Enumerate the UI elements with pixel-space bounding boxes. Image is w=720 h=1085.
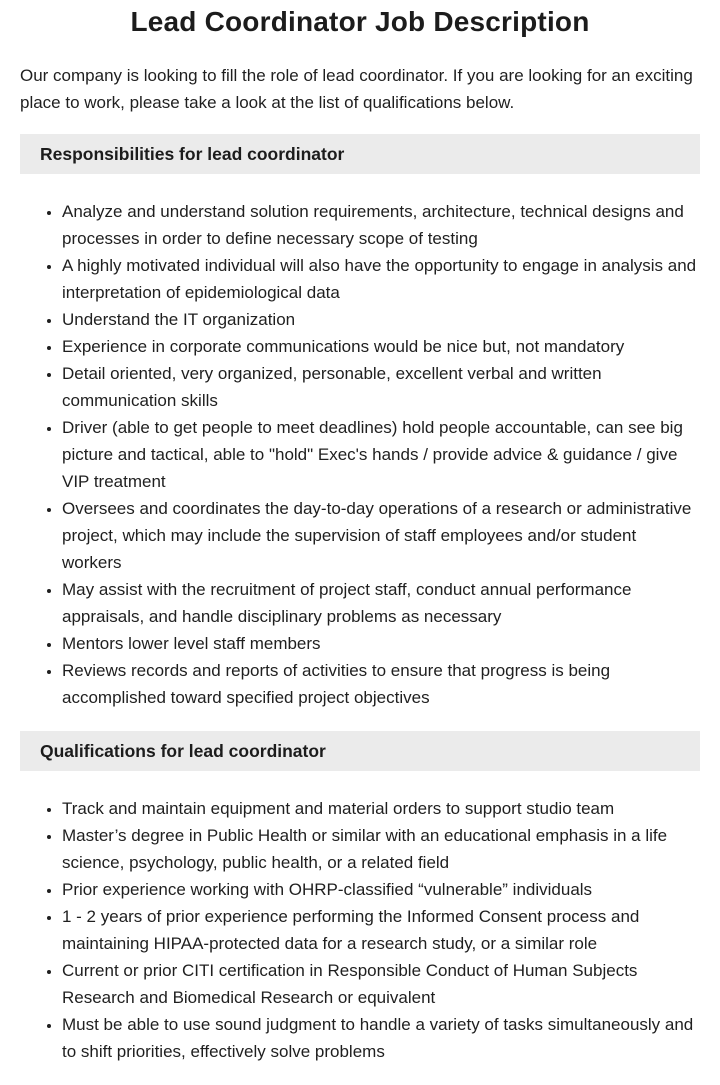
list-item: • Detail oriented, very organized, personable, excellent verbal and written communication skills [62,360,700,414]
list-item: • Driver (able to get people to meet deadlines) hold people accountable, can see big picture and tactical, able to "hold" Exec's hands / provide advice & guidance / give VIP treatment [62,414,700,495]
list-item: • Current or prior CITI certification in Responsible Conduct of Human Subjects Research and Biomedical Research or equivalent [62,957,700,1011]
list-item: • Prior experience working with OHRP-classified “vulnerable” individuals [62,876,700,903]
intro-paragraph: Our company is looking to fill the role of lead coordinator. If you are looking for an exciting place to work, please take a look at the list of qualifications below. [20,66,693,113]
list-item: • Oversees and coordinates the day-to-day operations of a research or administrative project, which may include the supervision of staff employees and/or student workers [62,495,700,576]
list-item: • Mentors lower level staff members [62,630,700,657]
list-item: • Experience in corporate communications would be nice but, not mandatory [62,333,700,360]
section-heading-responsibilities: Responsibilities for lead coordinator [20,134,700,174]
list-item: • Reviews records and reports of activities to ensure that progress is being accomplished toward specified project objectives [62,657,700,711]
list-item: • Must be able to use sound judgment to handle a variety of tasks simultaneously and to shift priorities, effectively solve problems [62,1011,700,1065]
list-item: • 1 - 2 years of prior experience performing the Informed Consent process and maintaining HIPAA-protected data for a research study, or a similar role [62,903,700,957]
list-item: • Analyze and understand solution requirements, architecture, technical designs and processes in order to define necessary scope of testing [62,198,700,252]
qualifications-list [20,795,700,1065]
responsibilities-list [20,198,700,711]
list-item: • Master’s degree in Public Health or similar with an educational emphasis in a life science, psychology, public health, or a related field [62,822,700,876]
section-heading-qualifications: Qualifications for lead coordinator [20,731,700,771]
list-item: • May assist with the recruitment of project staff, conduct annual performance appraisals, and handle disciplinary problems as necessary [62,576,700,630]
list-item: • A highly motivated individual will also have the opportunity to engage in analysis and interpretation of epidemiological data [62,252,700,306]
list-item: • Track and maintain equipment and material orders to support studio team [62,795,700,822]
list-item: • Understand the IT organization [62,306,700,333]
page-title: Lead Coordinator Job Description [130,6,590,37]
